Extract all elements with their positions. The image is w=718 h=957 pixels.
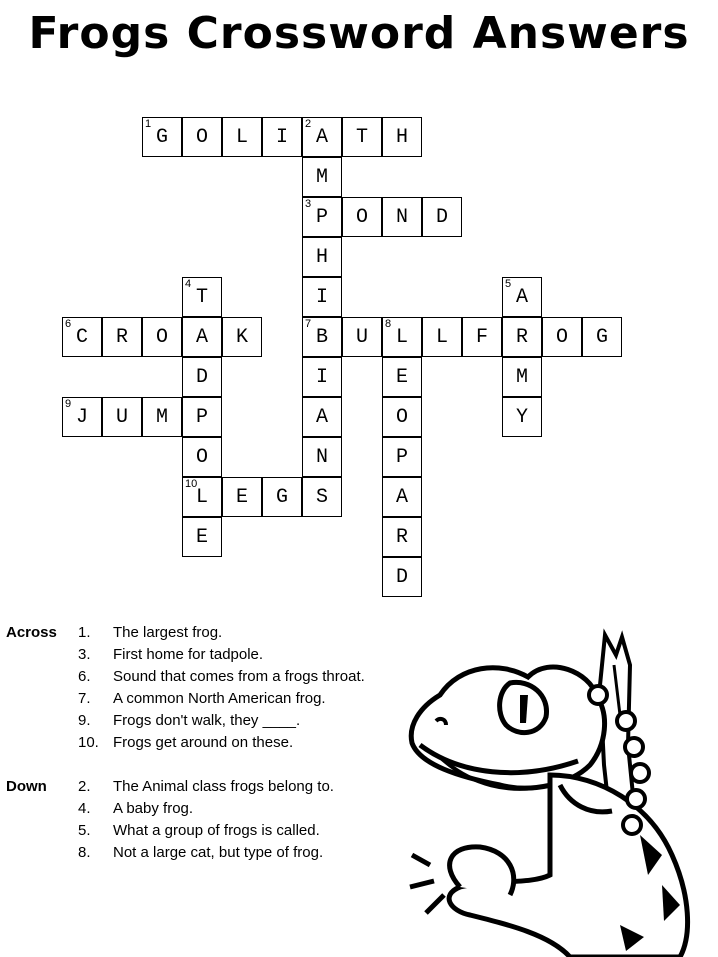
cell-letter: R <box>515 326 528 349</box>
cell-letter: A <box>195 326 208 349</box>
grid-cell <box>382 317 422 357</box>
cell-letter: G <box>155 126 168 149</box>
cell-letter: O <box>155 326 168 349</box>
cell-letter: A <box>315 406 328 429</box>
cell-letter: K <box>235 326 248 349</box>
cell-letter: H <box>315 246 328 269</box>
grid-cell <box>182 397 222 437</box>
cell-letter: E <box>235 486 248 509</box>
down-heading: Down <box>6 778 47 795</box>
grid-cell <box>422 317 462 357</box>
cell-letter: O <box>195 446 208 469</box>
cell-letter: L <box>195 486 208 509</box>
clue-text: A common North American frog. <box>113 690 326 707</box>
grid-cell <box>222 117 262 157</box>
frog-on-branch-icon <box>400 625 718 957</box>
grid-cell <box>182 277 222 317</box>
grid-cell <box>582 317 622 357</box>
grid-cell <box>302 397 342 437</box>
clue-number: 9 <box>65 398 72 410</box>
clue-text: A baby frog. <box>113 800 194 817</box>
cell-letter: H <box>395 126 408 149</box>
clue-text: What a group of frogs is called. <box>113 822 320 839</box>
cell-letter: C <box>75 326 88 349</box>
cell-letter: T <box>355 126 368 149</box>
grid-cell <box>302 277 342 317</box>
cell-letter: L <box>395 326 408 349</box>
cell-letter: M <box>315 166 328 189</box>
clue-text: First home for tadpole. <box>113 646 264 663</box>
grid-cell <box>342 197 382 237</box>
clue-number: 7 <box>305 318 312 330</box>
cell-letter: O <box>355 206 368 229</box>
cell-letter: U <box>355 326 368 349</box>
cell-letter: D <box>435 206 448 229</box>
cell-letter: A <box>315 126 328 149</box>
grid-cell <box>102 317 142 357</box>
grid-cell <box>382 197 422 237</box>
clue-text: The Animal class frogs belong to. <box>113 778 334 795</box>
clue-text: Sound that comes from a frogs throat. <box>113 668 365 685</box>
cell-letter: U <box>115 406 128 429</box>
cell-letter: F <box>475 326 488 349</box>
clue-text: The largest frog. <box>113 624 223 641</box>
grid-cell <box>502 357 542 397</box>
grid-cell <box>382 437 422 477</box>
grid-cell <box>382 557 422 597</box>
clue-number: 10. <box>78 734 99 751</box>
grid-cell <box>422 197 462 237</box>
cell-letter: L <box>235 126 248 149</box>
clue-number: 2 <box>305 118 312 130</box>
cell-letter: E <box>195 526 208 549</box>
clue-number: 1 <box>145 118 152 130</box>
grid-cell <box>302 437 342 477</box>
cell-letter: S <box>315 486 328 509</box>
grid-cell <box>182 357 222 397</box>
clue-text: Frogs get around on these. <box>113 734 294 751</box>
grid-cell <box>182 437 222 477</box>
grid-cell <box>302 237 342 277</box>
grid-cell <box>302 317 342 357</box>
grid-cell <box>262 477 302 517</box>
grid-cell <box>62 397 102 437</box>
clue-number: 3. <box>78 646 91 663</box>
cell-letter: J <box>75 406 88 429</box>
clue-number: 5. <box>78 822 91 839</box>
cell-letter: I <box>315 286 328 309</box>
grid-cell <box>382 357 422 397</box>
clue-number: 1. <box>78 624 91 641</box>
grid-cell <box>542 317 582 357</box>
cell-letter: G <box>595 326 608 349</box>
cell-letter: O <box>195 126 208 149</box>
clue-text: Frogs don't walk, they ____. <box>113 712 301 729</box>
grid-cell <box>342 317 382 357</box>
cell-letter: B <box>315 326 328 349</box>
clue-number: 2. <box>78 778 91 795</box>
clue-number: 7. <box>78 690 91 707</box>
cell-letter: L <box>435 326 448 349</box>
cell-letter: P <box>395 446 408 469</box>
clue-number: 10 <box>185 478 198 490</box>
grid-cell <box>102 397 142 437</box>
page-title: Frogs Crossword Answers <box>28 8 690 59</box>
cell-letter: Y <box>515 406 528 429</box>
cell-letter: D <box>395 566 408 589</box>
grid-cell <box>502 397 542 437</box>
grid-cell <box>302 357 342 397</box>
grid-cell <box>502 277 542 317</box>
clue-number: 8. <box>78 844 91 861</box>
grid-cell <box>142 117 182 157</box>
grid-cell <box>222 477 262 517</box>
grid-cell <box>302 157 342 197</box>
grid-cell <box>462 317 502 357</box>
clue-number: 5 <box>505 278 512 290</box>
grid-cell <box>142 397 182 437</box>
grid-cell <box>222 317 262 357</box>
clue-number: 6. <box>78 668 91 685</box>
clue-number: 4. <box>78 800 91 817</box>
grid-cell <box>382 517 422 557</box>
cell-letter: E <box>395 366 408 389</box>
cell-letter: O <box>395 406 408 429</box>
grid-cell <box>302 197 342 237</box>
grid-cell <box>302 477 342 517</box>
cell-letter: P <box>195 406 208 429</box>
grid-cell <box>182 517 222 557</box>
grid-cell <box>302 117 342 157</box>
cell-letter: I <box>275 126 288 149</box>
cell-letter: M <box>515 366 528 389</box>
grid-cell <box>182 317 222 357</box>
cell-letter: T <box>195 286 208 309</box>
clue-number: 9. <box>78 712 91 729</box>
grid-cell <box>182 477 222 517</box>
cell-letter: D <box>195 366 208 389</box>
cell-letter: N <box>395 206 408 229</box>
cell-letter: R <box>395 526 408 549</box>
clue-number: 6 <box>65 318 72 330</box>
across-clues <box>6 624 426 754</box>
cell-letter: I <box>315 366 328 389</box>
grid-cell <box>62 317 102 357</box>
cell-letter: A <box>395 486 408 509</box>
cell-letter: N <box>315 446 328 469</box>
cell-letter: G <box>275 486 288 509</box>
cell-letter: R <box>115 326 128 349</box>
cell-letter: A <box>515 286 528 309</box>
clue-text: Not a large cat, but type of frog. <box>113 844 324 861</box>
down-clues <box>6 778 426 868</box>
cell-letter: P <box>315 206 328 229</box>
clue-number: 4 <box>185 278 192 290</box>
cell-letter: M <box>155 406 168 429</box>
grid-cell <box>262 117 302 157</box>
grid-cell <box>342 117 382 157</box>
grid-cell <box>142 317 182 357</box>
grid-cell <box>382 397 422 437</box>
grid-cell <box>502 317 542 357</box>
grid-cell <box>182 117 222 157</box>
cell-letter: O <box>555 326 568 349</box>
clue-number: 3 <box>305 198 312 210</box>
grid-cell <box>382 477 422 517</box>
across-heading: Across <box>6 624 57 641</box>
grid-cell <box>382 117 422 157</box>
clue-number: 8 <box>385 318 392 330</box>
